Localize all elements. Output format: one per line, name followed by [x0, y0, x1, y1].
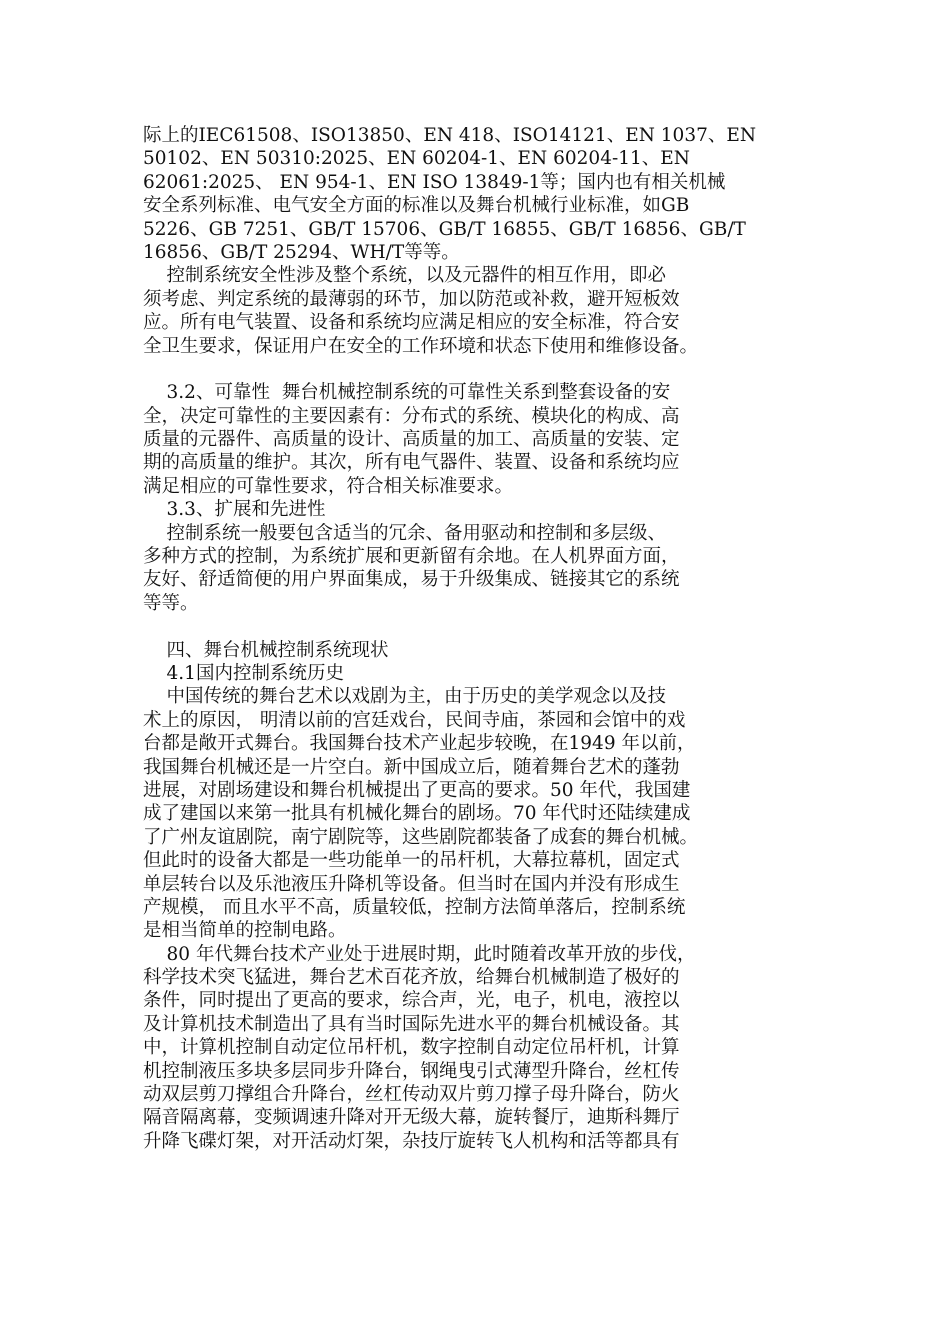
text-line: 机控制液压多块多层同步升降台，钢绳曳引式薄型升降台，丝杠传: [143, 1060, 680, 1082]
text-line: 3.2、可靠性 舞台机械控制系统的可靠性关系到整套设备的安: [143, 382, 671, 404]
text-line: 成了建国以来第一批具有机械化舞台的剧场。70 年代时还陆续建成: [143, 803, 691, 825]
text-line: 条件，同时提出了更高的要求，综合声，光，电子，机电，液控以: [143, 990, 680, 1012]
text-line: 多种方式的控制，为系统扩展和更新留有余地。在人机界面方面，: [143, 546, 680, 568]
text-line: 四、舞台机械控制系统现状: [143, 639, 389, 661]
text-line: 期的高质量的维护。其次，所有电气器件、装置、设备和系统均应: [143, 452, 680, 474]
text-line: 5226、GB 7251、GB/T 15706、GB/T 16855、GB/T 16856、GB/T: [143, 218, 746, 240]
text-line: 须考虑、判定系统的最薄弱的环节，加以防范或补救，避开短板效: [143, 288, 680, 310]
text-line: 我国舞台机械还是一片空白。新中国成立后，随着舞台艺术的蓬勃: [143, 756, 680, 778]
text-line: 应。所有电气装置、设备和系统均应满足相应的安全标准，符合安: [143, 312, 680, 334]
text-line: 中，计算机控制自动定位吊杆机，数字控制自动定位吊杆机，计算: [143, 1037, 680, 1059]
text-line: 产规模， 而且水平不高，质量较低，控制方法简单落后，控制系统: [143, 896, 686, 918]
text-line: 安全系列标准、电气安全方面的标准以及舞台机械行业标准，如GB: [143, 195, 690, 217]
text-line: 控制系统一般要包含适当的冗余、备用驱动和控制和多层级、: [143, 522, 667, 544]
text-line: 等等。: [143, 592, 199, 614]
text-line: 全，决定可靠性的主要因素有：分布式的系统、模块化的构成、高: [143, 405, 680, 427]
text-line: 及计算机技术制造出了具有当时国际先进水平的舞台机械设备。其: [143, 1013, 680, 1035]
text-line: 单层转台以及乐池液压升降机等设备。但当时在国内并没有形成生: [143, 873, 680, 895]
text-line: 但此时的设备大都是一些功能单一的吊杆机，大幕拉幕机，固定式: [143, 850, 680, 872]
text-line: 科学技术突飞猛进，舞台艺术百花齐放，给舞台机械制造了极好的: [143, 967, 680, 989]
text-line: 控制系统安全性涉及整个系统，以及元器件的相互作用，即必: [143, 265, 667, 287]
text-line: 50102、EN 50310:2025、EN 60204-1、EN 60204-11、EN: [143, 148, 690, 170]
text-line: 62061:2025、 EN 954-1、EN ISO 13849-1等；国内也有相关机械: [143, 171, 726, 193]
text-line: 中国传统的舞台艺术以戏剧为主，由于历史的美学观念以及技: [143, 686, 667, 708]
text-line: 80 年代舞台技术产业处于进展时期，此时随着改革开放的步伐，: [143, 943, 696, 965]
text-line: 动双层剪刀撑组合升降台，丝杠传动双片剪刀撑子母升降台，防火: [143, 1084, 680, 1106]
text-line: 了广州友谊剧院，南宁剧院等，这些剧院都装备了成套的舞台机械。: [143, 826, 699, 848]
text-line: 台都是敞开式舞台。我国舞台技术产业起步较晚，在1949 年以前，: [143, 733, 696, 755]
blank-line: [143, 615, 813, 638]
text-line: 全卫生要求，保证用户在安全的工作环境和状态下使用和维修设备。: [143, 335, 699, 357]
document-body: [143, 124, 813, 1153]
text-line: 术上的原因， 明清以前的宫廷戏台，民间寺庙，茶园和会馆中的戏: [143, 709, 686, 731]
text-line: 际上的IEC61508、ISO13850、EN 418、ISO14121、EN 1037、EN: [143, 125, 757, 146]
text-line: 质量的元器件、高质量的设计、高质量的加工、高质量的安装、定: [143, 429, 680, 451]
blank-line: [143, 358, 813, 381]
text-line: 隔音隔离幕，变频调速升降对开无级大幕，旋转餐厅，迪斯科舞厅: [143, 1107, 680, 1129]
text-line: 是相当简单的控制电路。: [143, 920, 347, 942]
text-line: 16856、GB/T 25294、WH/T等等。: [143, 241, 460, 263]
text-line: 进展，对剧场建设和舞台机械提出了更高的要求。50 年代，我国建: [143, 779, 691, 801]
text-line: 升降飞碟灯架，对开活动灯架，杂技厅旋转飞人机构和活等都具有: [143, 1130, 680, 1152]
text-line: 3.3、扩展和先进性: [143, 499, 326, 521]
text-line: 满足相应的可靠性要求，符合相关标准要求。: [143, 475, 514, 497]
text-line: 友好、舒适简便的用户界面集成，易于升级集成、链接其它的系统: [143, 569, 680, 591]
text-line: 4.1国内控制系统历史: [143, 662, 344, 684]
